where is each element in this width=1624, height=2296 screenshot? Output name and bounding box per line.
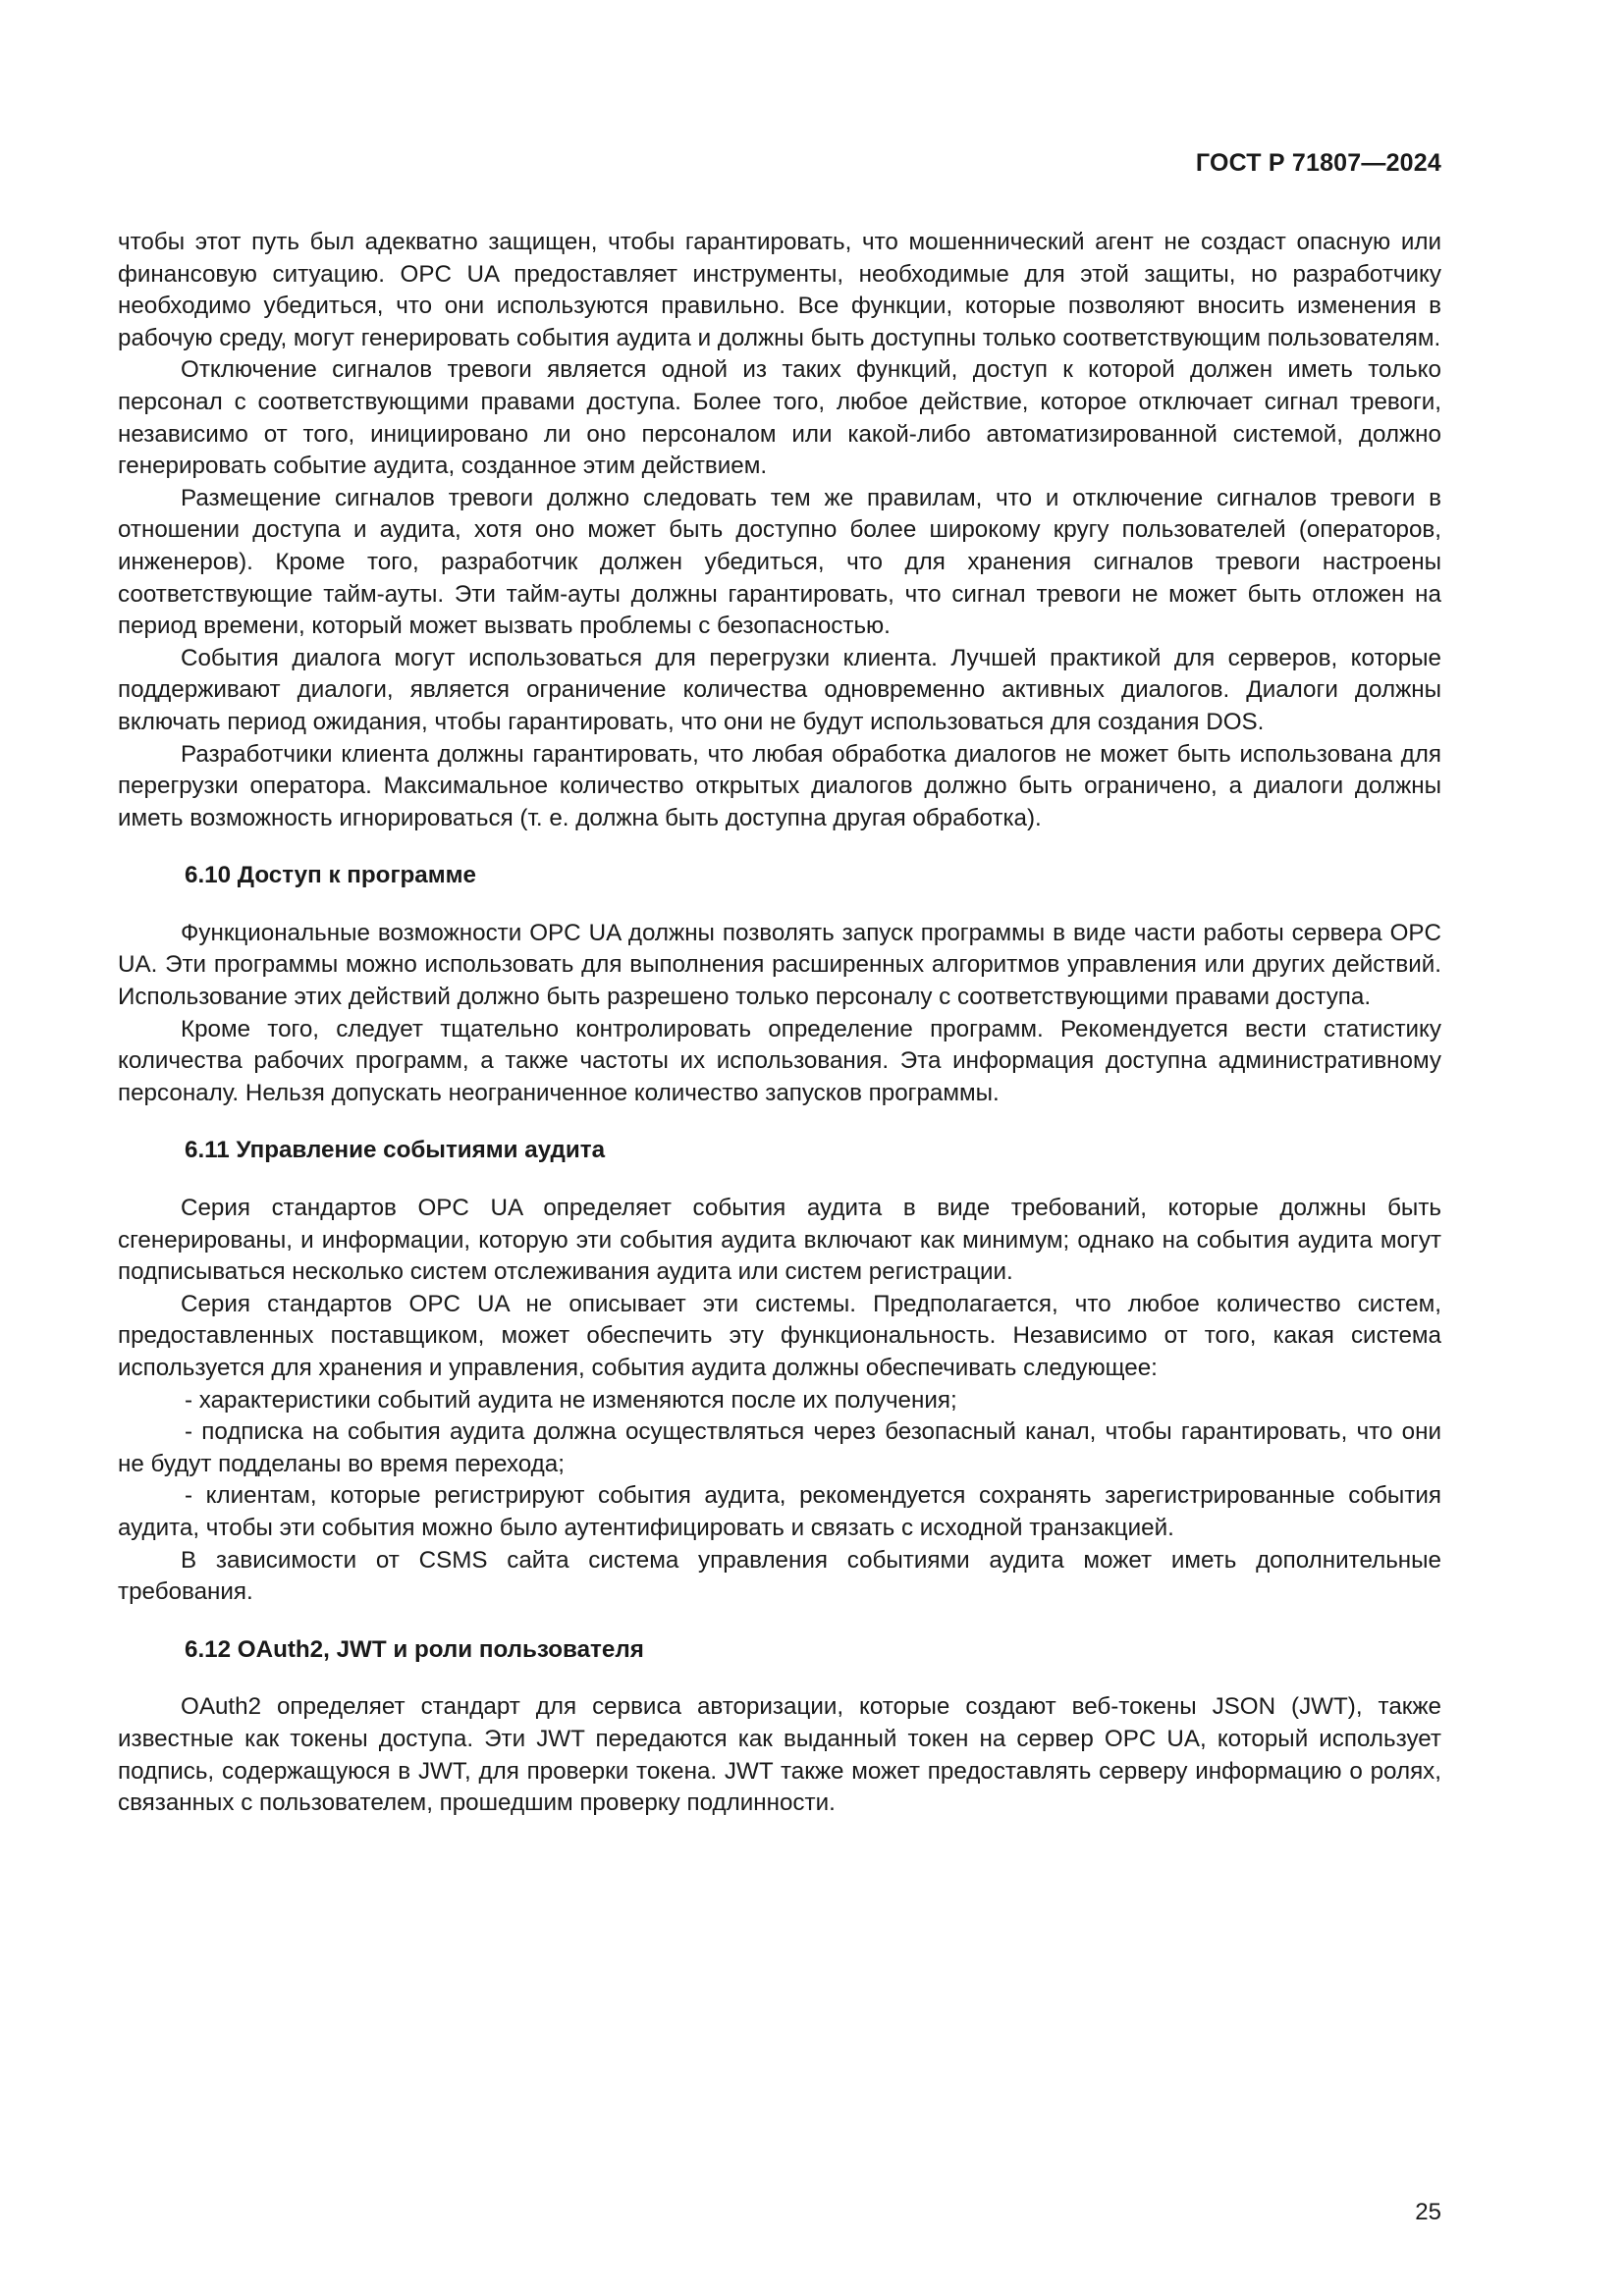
paragraph: В зависимости от CSMS сайта система управления событиями аудита может иметь дополнительные требования. [118,1546,1441,1606]
list-item: - клиентам, которые регистрируют события аудита, рекомендуется сохранять зарегистрированные события аудита, чтобы эти события можно было аутентифицировать и связать с исходной транзакцией. [118,1482,1441,1541]
paragraph: Размещение сигналов тревоги должно следовать тем же правилам, что и отключение сигналов тревоги в отношении доступа и аудита, хотя оно может быть доступно более широкому кругу пользователей (операторов, инженеров). Кроме того, разработчик должен убедиться, что для хранения сигналов тревоги настроены соответствующие тайм-ауты. Эти тайм-ауты должны гарантировать, что сигнал тревоги не может быть отложен на период времени, который может вызвать проблемы с безопасностью. [118,484,1441,640]
paragraph: Серия стандартов OPC UA не описывает эти системы. Предполагается, что любое количество систем, предоставленных поставщиком, может обеспечить эту функциональность. Независимо от того, какая система используется для хранения и управления, события аудита должны обеспечивать следующее: [118,1290,1441,1381]
page-number: 25 [1415,2199,1441,2225]
paragraph: Серия стандартов OPC UA определяет события аудита в виде требований, которые должны быть сгенерированы, и информации, которую эти события аудита включают как минимум; однако на события аудита могут подписываться несколько систем отслеживания аудита или систем регистрации. [118,1195,1441,1286]
paragraph: Функциональные возможности OPC UA должны позволять запуск программы в виде части работы сервера OPC UA. Эти программы можно использовать для выполнения расширенных алгоритмов управления или других действий. Использование этих действий должно быть разрешено только персоналу с соответствующими правами доступа. [118,919,1441,1011]
paragraph: OAuth2 определяет стандарт для сервиса авторизации, которые создают веб-токены JSON (JWT), также известные как токены доступа. Эти JWT передаются как выданный токен на сервер OPC UA, который использует подпись, содержащуюся в JWT, для проверки токена. JWT также может предоставлять серверу информацию о ролях, связанных с пользователем, прошедшим проверку подлинности. [118,1693,1441,1817]
paragraph: Отключение сигналов тревоги является одной из таких функций, доступ к которой должен иметь только персонал с соответствующими правами доступа. Более того, любое действие, которое отключает сигнал тревоги, независимо от того, инициировано ли оно персоналом или какой-либо автоматизированной системой, должно генерировать событие аудита, созданное этим действием. [118,356,1441,480]
section-heading-6-10: 6.10 Доступ к программе [185,862,476,889]
section-heading-6-12: 6.12 OAuth2, JWT и роли пользователя [185,1635,644,1663]
section-heading-6-11: 6.11 Управление событиями аудита [185,1137,606,1164]
page-content [118,227,1441,1820]
list-item: - характеристики событий аудита не изменяются после их получения; [185,1386,957,1414]
paragraph: Кроме того, следует тщательно контролировать определение программ. Рекомендуется вести статистику количества рабочих программ, а также частоты их использования. Эта информация доступна административному персоналу. Нельзя допускать неограниченное количество запусков программы. [118,1015,1441,1106]
paragraph: События диалога могут использоваться для перегрузки клиента. Лучшей практикой для серверов, которые поддерживают диалоги, является ограничение количества одновременно активных диалогов. Диалоги должны включать период ожидания, чтобы гарантировать, что они не будут использоваться для создания DOS. [118,644,1441,735]
list-item: - подписка на события аудита должна осуществляться через безопасный канал, чтобы гарантировать, что они не будут подделаны во время перехода; [118,1418,1441,1477]
paragraph: Разработчики клиента должны гарантировать, что любая обработка диалогов не может быть использована для перегрузки оператора. Максимальное количество открытых диалогов должно быть ограничено, а диалоги должны иметь возможность игнорироваться (т. е. должна быть доступна другая обработка). [118,740,1441,831]
paragraph: чтобы этот путь был адекватно защищен, чтобы гарантировать, что мошеннический агент не создаст опасную или финансовую ситуацию. OPC UA предоставляет инструменты, необходимые для этой защиты, но разработчику необходимо убедиться, что они используются правильно. Все функции, которые позволяют вносить изменения в рабочую среду, могут генерировать события аудита и должны быть доступны только соответствующим пользователям. [118,229,1441,351]
document-id: ГОСТ Р 71807—2024 [1195,149,1441,177]
